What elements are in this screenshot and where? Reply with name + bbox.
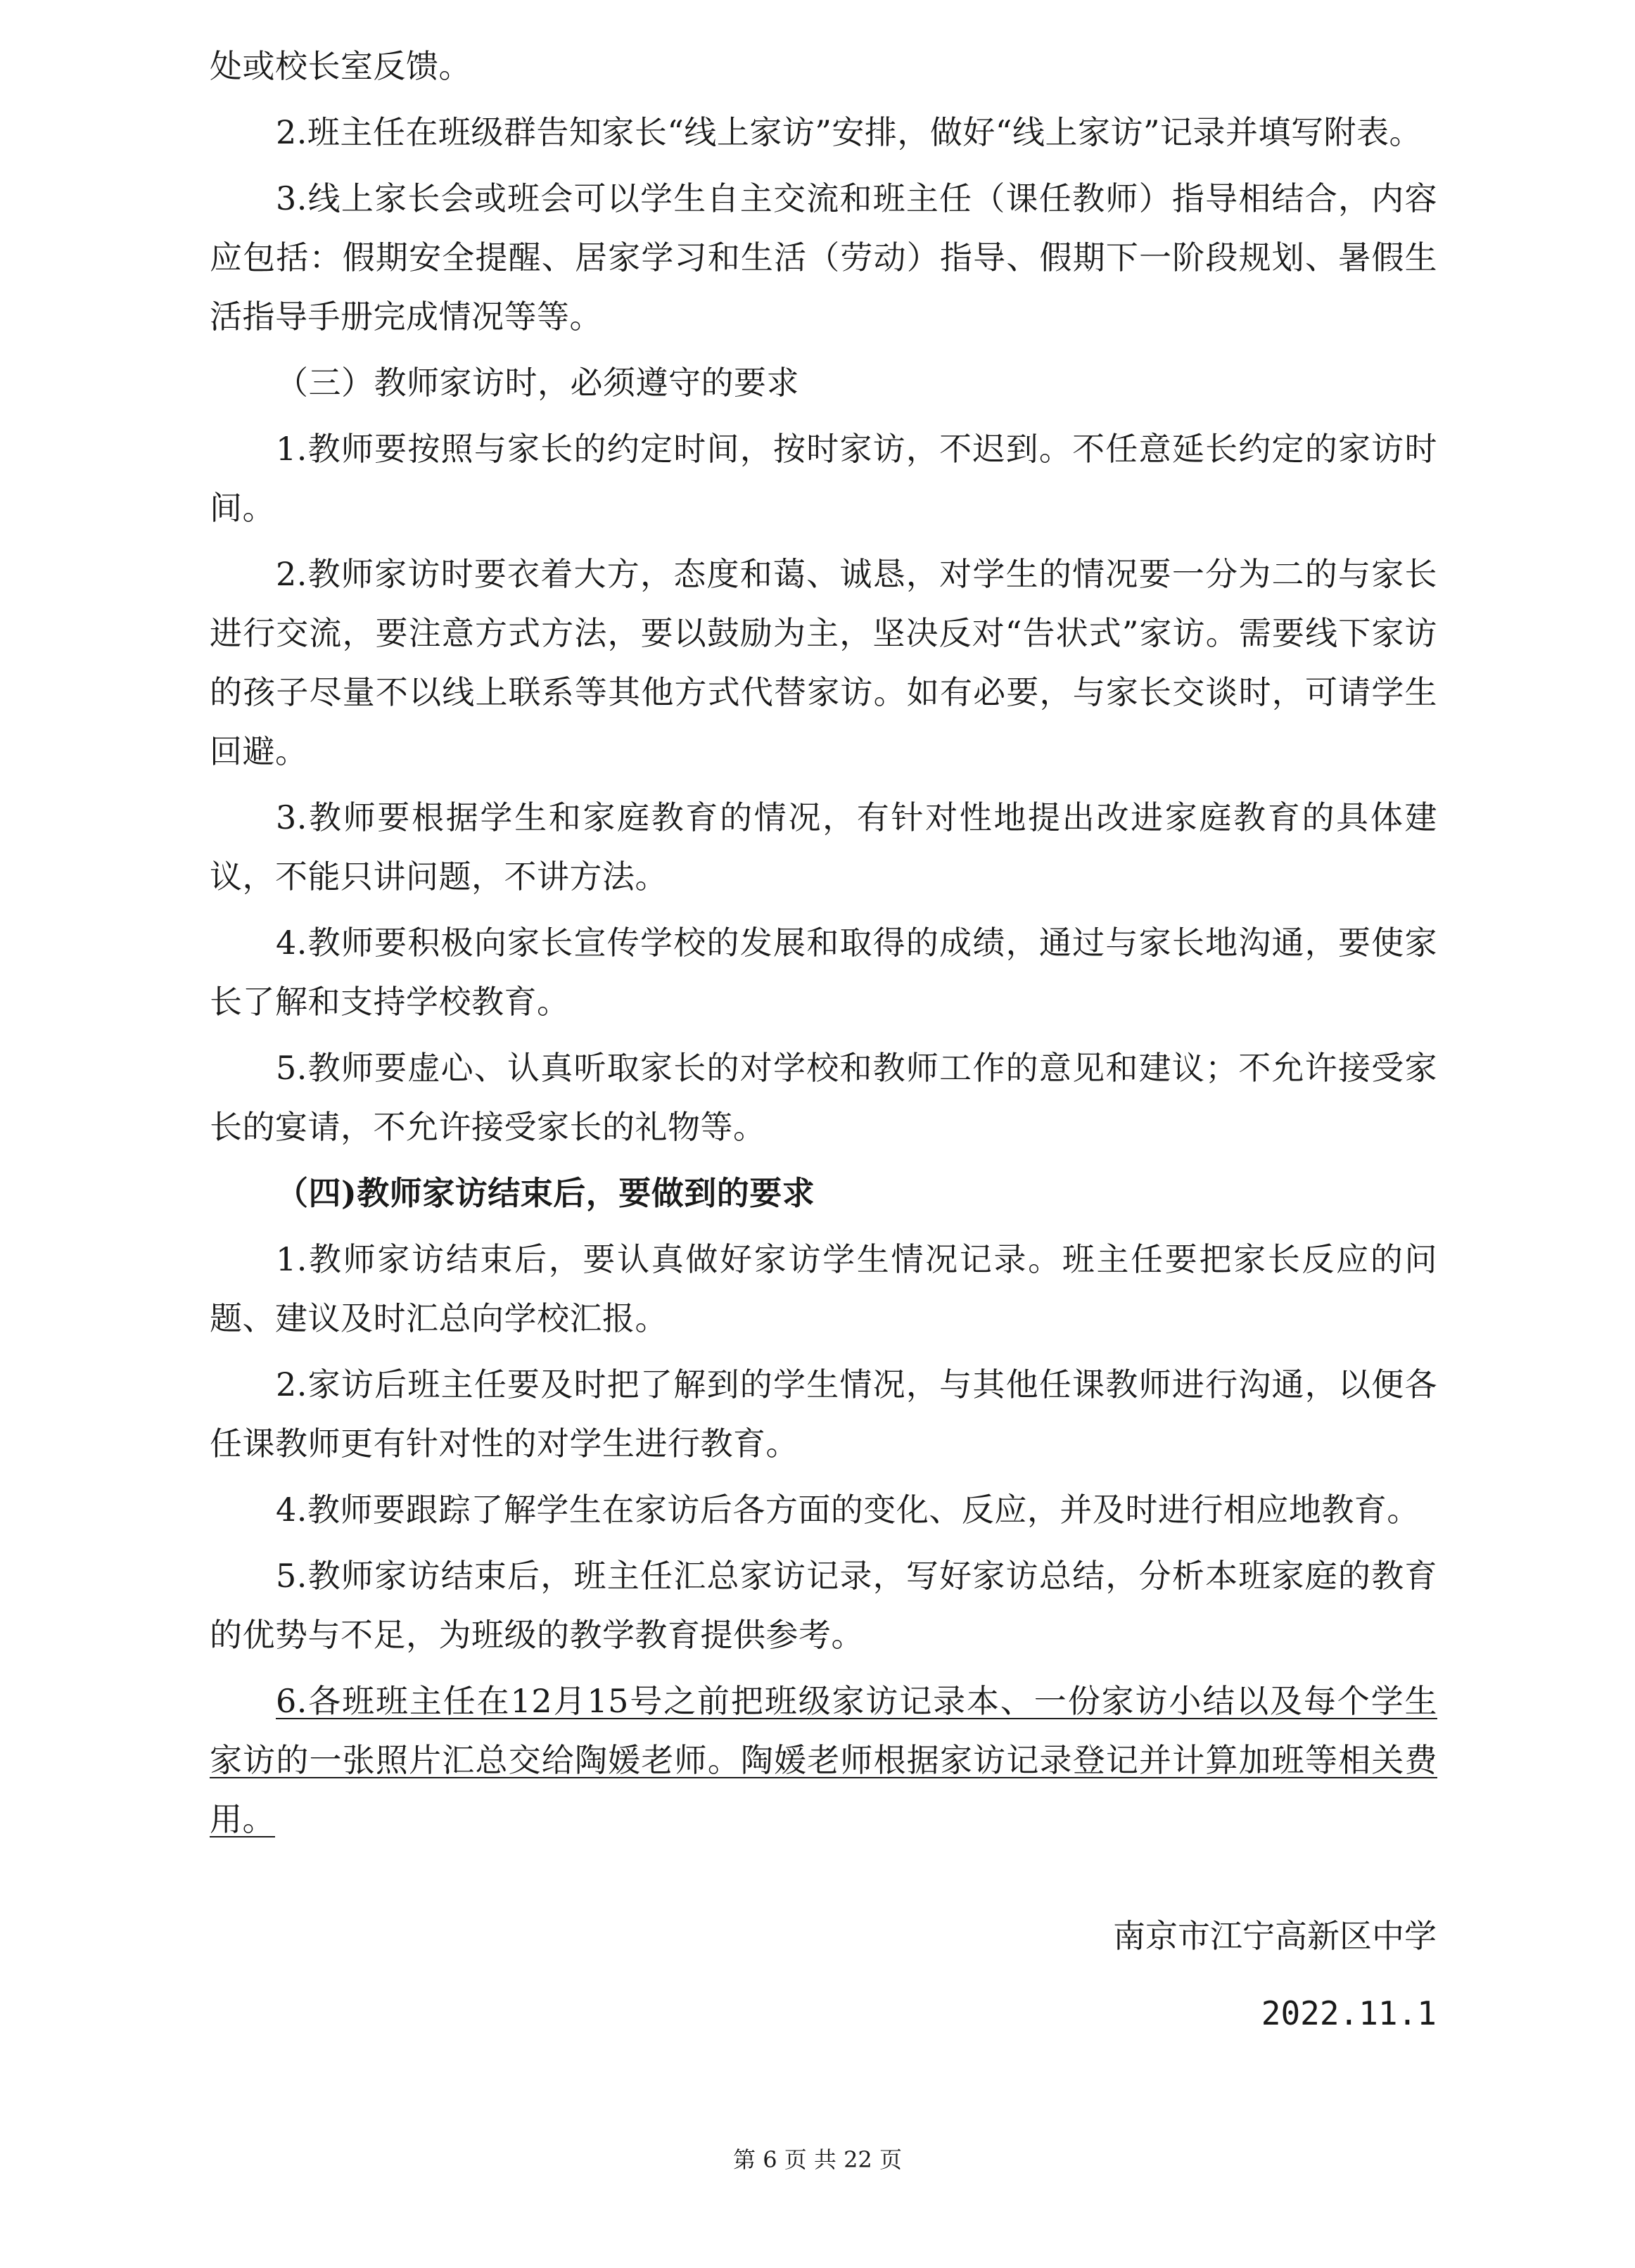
section-heading-3: （三）教师家访时，必须遵守的要求 xyxy=(276,364,799,402)
paragraph-8: 4.教师要积极向家长宣传学校的发展和取得的成绩，通过与家长地沟通，要使家长了解和支持学校教育。 xyxy=(210,924,1437,1021)
paragraph-2: 2.班主任在班级群告知家长“线上家访”安排，做好“线上家访”记录并填写附表。 xyxy=(276,113,1422,151)
paragraph-1: 处或校长室反馈。 xyxy=(210,47,471,85)
paragraph-5: 1.教师要按照与家长的约定时间，按时家访，不迟到。不任意延长约定的家访时间。 xyxy=(210,430,1437,527)
document-body xyxy=(210,37,1437,1856)
section-heading-4: （四)教师家访结束后，要做到的要求 xyxy=(276,1174,815,1212)
paragraph-11: 1.教师家访结束后，要认真做好家访学生情况记录。班主任要把家长反应的问题、建议及时汇总向学校汇报。 xyxy=(210,1240,1437,1337)
paragraph-13: 4.教师要跟踪了解学生在家访后各方面的变化、反应，并及时进行相应地教育。 xyxy=(276,1491,1420,1529)
page-footer: 第 6 页 共 22 页 xyxy=(733,2146,902,2173)
signature-organization: 南京市江宁高新区中学 xyxy=(1113,1917,1437,1955)
paragraph-9: 5.教师要虚心、认真听取家长的对学校和教师工作的意见和建议；不允许接受家长的宴请，不允许接受家长的礼物等。 xyxy=(210,1049,1437,1146)
paragraph-3: 3.线上家长会或班会可以学生自主交流和班主任（课任教师）指导相结合，内容应包括：假期安全提醒、居家学习和生活（劳动）指导、假期下一阶段规划、暑假生活指导手册完成情况等等。 xyxy=(210,179,1437,336)
paragraph-14: 5.教师家访结束后，班主任汇总家访记录，写好家访总结，分析本班家庭的教育的优势与不足，为班级的教学教育提供参考。 xyxy=(210,1557,1437,1654)
signature-date: 2022.11.1 xyxy=(1261,1994,1437,2032)
paragraph-15-underlined: 6.各班班主任在12月15号之前把班级家访记录本、一份家访小结以及每个学生家访的一张照片汇总交给陶媛老师。陶媛老师根据家访记录登记并计算加班等相关费用。 xyxy=(210,1682,1437,1838)
paragraph-12: 2.家访后班主任要及时把了解到的学生情况，与其他任课教师进行沟通，以便各任课教师更有针对性的对学生进行教育。 xyxy=(210,1365,1437,1463)
paragraph-7: 3.教师要根据学生和家庭教育的情况，有针对性地提出改进家庭教育的具体建议，不能只讲问题，不讲方法。 xyxy=(210,798,1437,896)
paragraph-6: 2.教师家访时要衣着大方，态度和蔼、诚恳，对学生的情况要一分为二的与家长进行交流，要注意方式方法，要以鼓励为主，坚决反对“告状式”家访。需要线下家访的孩子尽量不以线上联系等其他方式代替家访。如有必要，与家长交谈时，可请学生回避。 xyxy=(210,555,1437,770)
